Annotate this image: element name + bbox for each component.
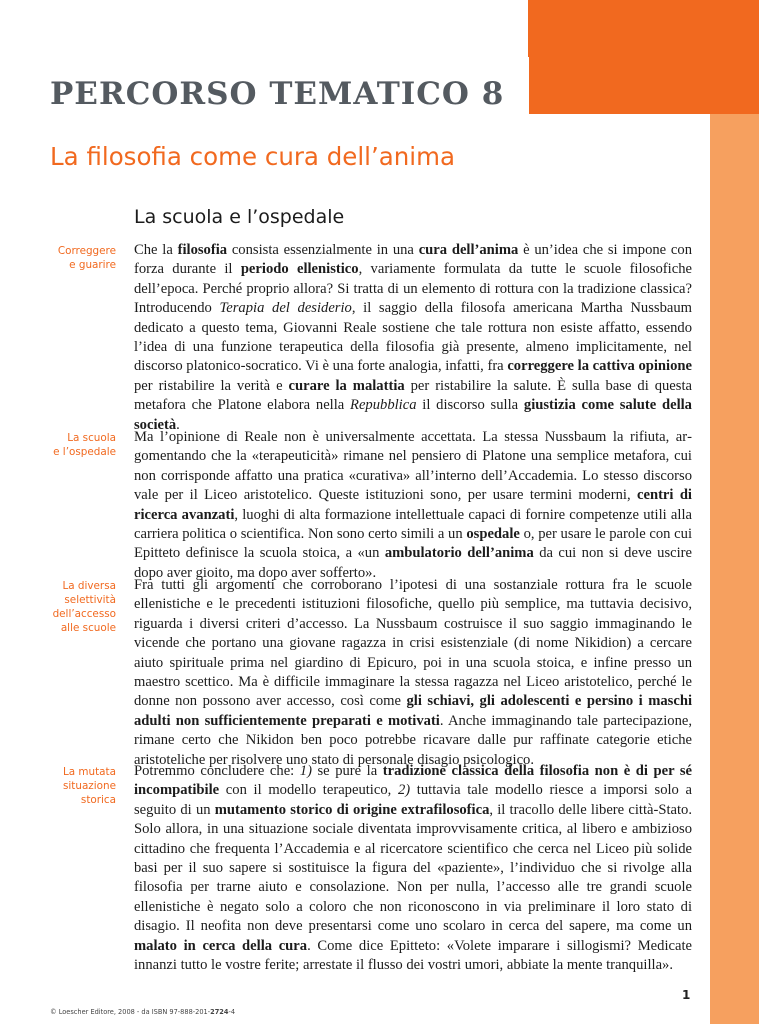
bold-phrase: gli schiavi, gli adolescenti e persino i maschi adulti non sufficientemente preparati e motivati bbox=[134, 693, 693, 729]
bold-phrase: correggere la cattiva opinione bbox=[507, 358, 692, 375]
bold-phrase: tradizione classica della filosofia non è di per sé incompatibile bbox=[134, 763, 693, 799]
text-run: consista essenzialmente in una bbox=[227, 242, 419, 258]
sidenote-line: alle scuole bbox=[60, 622, 116, 634]
sidenote-line: La scuola bbox=[67, 432, 116, 444]
bold-phrase: giustizia come salute della società bbox=[134, 397, 692, 433]
bold-phrase: centri di ricerca avanzati bbox=[134, 487, 692, 523]
sidenote-line: selettività bbox=[64, 594, 116, 606]
text-run: da cui non si deve uscire dopo aver gioito, ma dopo aver sofferto». bbox=[134, 545, 693, 581]
sidenote-line: e guarire bbox=[69, 259, 116, 271]
paragraph-2 bbox=[134, 428, 692, 583]
text-run: . Anche immaginando tale partecipazione, rimane certo che Nikidon ben poco potrebbe ricavare dalle pur raffinate categorie etiche aristoteliche per risolvere uno stato di personale disagio psicologico. bbox=[134, 712, 692, 768]
sidenote-situazione-storica bbox=[20, 765, 116, 807]
text-run: . bbox=[176, 416, 180, 433]
bold-phrase: periodo ellenistico bbox=[240, 261, 359, 278]
sidenote-line: La mutata bbox=[62, 766, 116, 778]
side-color-band bbox=[710, 114, 759, 1024]
bold-phrase: cura dell’anima bbox=[418, 242, 519, 258]
text-run: o, per usare le parole con cui Epitteto definisce la scuola stoica, a «un bbox=[134, 526, 692, 562]
sidenote-line: Correggere bbox=[57, 245, 116, 257]
text-run: il discorso sulla bbox=[416, 397, 524, 414]
text-run: , il saggio della filosofa americana Martha Nussbaum dedicato a questo tema, Giovanni Reale sostiene che tale rottura non esiste affatto, essendo l’idea di una funzione terapeutica della filosofia già presente, almeno implicitamente, nel discorso platonico-socratico. Vi è una forte analogia, infatti, fra bbox=[134, 300, 692, 375]
sidenote-line: La diversa bbox=[62, 580, 116, 592]
sidenote-line: e l’ospedale bbox=[53, 446, 116, 458]
italic-phrase: Terapia del desiderio bbox=[219, 300, 352, 317]
text-run: Che la bbox=[134, 242, 178, 258]
paragraph-4 bbox=[134, 762, 692, 975]
copyright-footer bbox=[50, 1008, 235, 1016]
text-run: , luoghi di alta formazione intellettuale capaci di fornire competenze utili alla carriera politica o scientifica. Non sono certo simili a un bbox=[134, 506, 692, 543]
text-run: Potremmo concludere che: bbox=[134, 763, 300, 779]
text-run: . Come dice Epitteto: «Volete imparare i sillogismi? Medicate innanzi tutto le vostre ferite; arrestate il flusso dei vostri umori, abbiate la mente tranquilla». bbox=[134, 937, 692, 974]
paragraph-3 bbox=[134, 576, 692, 770]
section-title: La scuola e l’ospedale bbox=[134, 206, 345, 228]
sidenote-line: dell’accesso bbox=[52, 608, 116, 620]
text-run: se pure la bbox=[311, 763, 383, 779]
text-run: con il modello terapeutico, bbox=[219, 782, 398, 799]
text-run: Fra tutti gli argomenti che corroborano l’ipotesi di una sostanziale rottura fra le scuole ellenistiche e le precedenti istituzioni filosofiche, quello più semplice, ma tuttavia decisivo, riguarda i diversi criteri d’accesso. La Nussbaum costruisce il suo saggio immaginando le vicende che portano una giovane ragazza in crisi esistenziale (di nome Nikidion) a cercare aiuto spirituale prima nel giardino di Epicuro, poi in una scuola stoica, e infine presso un maestro scettico. Ma è difficile immaginare la stessa ragazza nel Liceo aristotelico, perché le donne non possono aver accesso, così come bbox=[134, 577, 692, 710]
bold-phrase: malato in cerca della cura bbox=[134, 937, 308, 954]
text-run: è un’idea che si impone con forza durante il bbox=[134, 242, 692, 278]
bold-phrase: filosofia bbox=[177, 242, 228, 258]
text-run: , il tracollo delle libere città-Stato. Solo allora, in una situazione sociale diventata improvvisamente critica, al libero e ambizioso cittadino che frequenta l’Accademia e al ricercatore scientifico che cerca nel Liceo più solide basi per il suo sapere si sostituisce la figura del «paziente», l’individuo che si rivolge alla filosofia per trarne aiuto e consolazione. Non per nulla, l’accesso alle tre grandi scuole ellenistiche è negato solo a coloro che non riconoscono in via preliminare il loro stato di disagio. Il neofita non deve presentarsi come uno scolaro in cerca del sapere, ma come un bbox=[134, 801, 692, 935]
text-run: per ristabilire la verità e bbox=[134, 377, 289, 394]
bold-phrase: curare la malattia bbox=[288, 377, 405, 394]
bold-phrase: ambulatorio dell’anima bbox=[384, 545, 534, 562]
text-run: Ma l’opinione di Reale non è universalmente accettata. La stessa Nussbaum la rifiuta, argomentando che la «terapeuticità» rimane nel pensiero di Platone una semplice metafora, cui non corrisponde affatto una pratica «curativa» all’interno dell’Accademia. Lo stesso discorso vale per il Liceo aristotelico. Queste istituzioni sono, per usare termini moderni, bbox=[134, 429, 692, 504]
italic-phrase: 2) bbox=[397, 782, 411, 799]
footer-suffix: -4 bbox=[228, 1008, 236, 1016]
sidenote-scuola-ospedale bbox=[20, 431, 116, 459]
text-run: tuttavia tale modello riesce a imporsi solo a seguito di un bbox=[134, 782, 692, 818]
paragraph-1 bbox=[134, 241, 692, 435]
text-run: , variamente formulata da tutte le scuole filosofiche dell’epoca. Perché proprio allora? Si tratta di un elemento di rottura con la tradizione classica? Introducendo bbox=[134, 261, 692, 317]
bold-phrase: mutamento storico di origine extrafilosofica bbox=[214, 801, 490, 818]
text-run: per ristabilire la salute. È sulla base di questa metafora che Platone elabora nella bbox=[134, 377, 692, 414]
footer-prefix: © Loescher Editore, 2008 - da ISBN 97-888-201- bbox=[50, 1008, 211, 1016]
sidenote-selettivita bbox=[20, 579, 116, 635]
page-number: 1 bbox=[682, 988, 691, 1002]
sidenote-line: situazione bbox=[62, 780, 116, 792]
sidenote-correggere bbox=[20, 244, 116, 272]
footer-isbn-bold: 2724 bbox=[210, 1008, 229, 1016]
italic-phrase: 1) bbox=[299, 763, 312, 779]
bold-phrase: ospedale bbox=[466, 526, 520, 543]
sidenote-line: storica bbox=[80, 794, 116, 806]
header-color-band bbox=[528, 0, 759, 114]
italic-phrase: Repubblica bbox=[350, 397, 417, 414]
page-title: PERCORSO TEMATICO 8 bbox=[50, 76, 505, 112]
header-band-divider bbox=[528, 57, 529, 114]
page-subtitle: La filosofia come cura dell’anima bbox=[50, 142, 455, 171]
